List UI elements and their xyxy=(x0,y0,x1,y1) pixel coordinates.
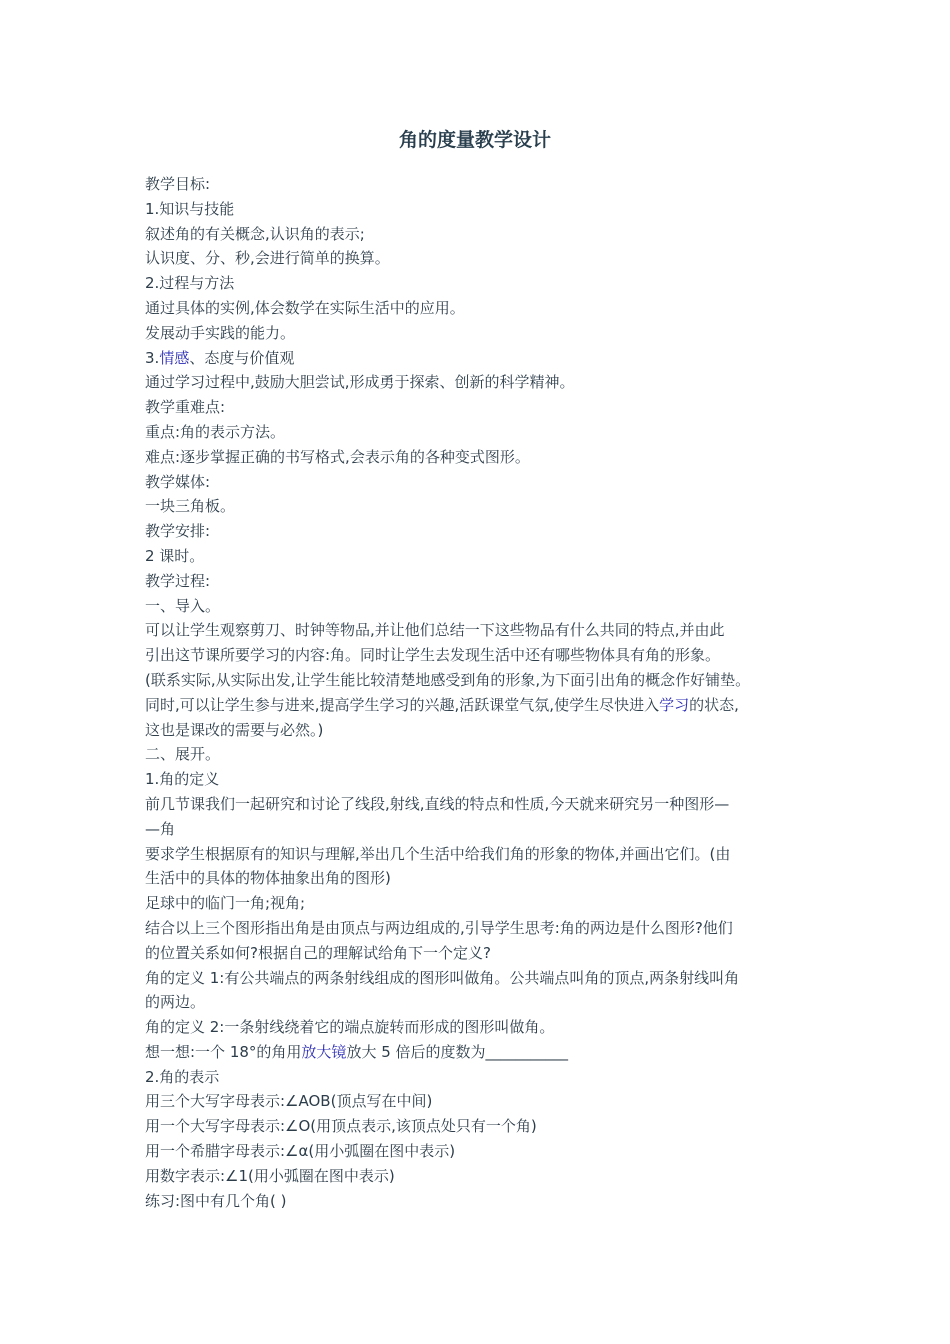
text-segment: 1.知识与技能 xyxy=(145,199,235,218)
text-line xyxy=(145,470,835,495)
text-line xyxy=(145,544,835,569)
text-segment: 二、展开。 xyxy=(145,745,221,764)
text-segment: 足球中的临门一角;视角; xyxy=(145,894,306,913)
text-segment: 要求学生根据原有的知识与理解,举出几个生活中给我们角的形象的物体,并画出它们。(由 xyxy=(145,844,731,863)
text-segment: 的两边。 xyxy=(145,993,206,1012)
text-segment: 教学重难点: xyxy=(145,398,226,417)
text-segment: 角的定义 2:一条射线绕着它的端点旋转而形成的图形叫做角。 xyxy=(145,1018,555,1037)
text-line xyxy=(145,519,835,544)
text-segment: 用一个希腊字母表示:∠α(用小弧圈在图中表示) xyxy=(145,1142,456,1161)
text-segment: —角 xyxy=(145,819,176,838)
text-segment: 2.角的表示 xyxy=(145,1067,220,1086)
text-segment: 叙述角的有关概念,认识角的表示; xyxy=(145,224,365,243)
text-segment: 前几节课我们一起研究和讨论了线段,射线,直线的特点和性质,今天就来研究另一种图形— xyxy=(145,794,730,813)
text-segment: 用三个大写字母表示:∠AOB(顶点写在中间) xyxy=(145,1092,433,1111)
text-segment: 重点:角的表示方法。 xyxy=(145,422,286,441)
text-line xyxy=(145,966,835,991)
text-line xyxy=(145,395,835,420)
text-segment: 的位置关系如何?根据自己的理解试给角下一个定义? xyxy=(145,943,491,962)
text-line xyxy=(145,643,835,668)
text-line xyxy=(145,767,835,792)
text-segment: 教学安排: xyxy=(145,522,211,541)
text-segment: 练习:图中有几个角( ) xyxy=(145,1191,287,1210)
text-line xyxy=(145,594,835,619)
text-line xyxy=(145,271,835,296)
text-segment: 可以让学生观察剪刀、时钟等物品,并让他们总结一下这些物品有什么共同的特点,并由此 xyxy=(145,621,725,640)
text-segment: 3. xyxy=(145,348,160,367)
text-line xyxy=(145,668,835,693)
text-segment: 一、导入。 xyxy=(145,596,221,615)
text-segment: 2 课时。 xyxy=(145,546,205,565)
text-segment: 放大 5 倍后的度数为___________ xyxy=(346,1042,569,1061)
text-segment: 引出这节课所要学习的内容:角。同时让学生去发现生活中还有哪些物体具有角的形象。 xyxy=(145,646,721,665)
text-line xyxy=(145,618,835,643)
text-line xyxy=(145,941,835,966)
text-segment: 一块三角板。 xyxy=(145,497,236,516)
document-body xyxy=(145,172,835,1213)
text-line xyxy=(145,866,835,891)
text-line xyxy=(145,321,835,346)
text-line xyxy=(145,1189,835,1214)
text-line xyxy=(145,742,835,767)
text-segment: 结合以上三个图形指出角是由顶点与两边组成的,引导学生思考:角的两边是什么图形?他们 xyxy=(145,918,733,937)
text-segment: 2.过程与方法 xyxy=(145,274,235,293)
text-line xyxy=(145,246,835,271)
text-line xyxy=(145,990,835,1015)
text-line xyxy=(145,1015,835,1040)
text-line xyxy=(145,370,835,395)
text-line xyxy=(145,296,835,321)
text-line xyxy=(145,222,835,247)
text-segment: 教学过程: xyxy=(145,571,211,590)
inline-link[interactable]: 情感 xyxy=(159,348,190,367)
text-segment: 这也是课改的需要与必然。) xyxy=(145,720,324,739)
text-segment: 用数字表示:∠1(用小弧圈在图中表示) xyxy=(145,1166,395,1185)
text-line xyxy=(145,172,835,197)
text-segment: 教学媒体: xyxy=(145,472,211,491)
text-segment: 、态度与价值观 xyxy=(189,348,295,367)
text-line xyxy=(145,817,835,842)
text-line xyxy=(145,842,835,867)
text-segment: 难点:逐步掌握正确的书写格式,会表示角的各种变式图形。 xyxy=(145,447,530,466)
text-line xyxy=(145,197,835,222)
text-segment: (联系实际,从实际出发,让学生能比较清楚地感受到角的形象,为下面引出角的概念作好铺垫。 xyxy=(145,670,751,689)
inline-link[interactable]: 放大镜 xyxy=(301,1042,347,1061)
text-line xyxy=(145,494,835,519)
text-line xyxy=(145,1065,835,1090)
text-line xyxy=(145,792,835,817)
text-line xyxy=(145,891,835,916)
text-segment: 1.角的定义 xyxy=(145,770,220,789)
text-line xyxy=(145,693,835,718)
text-segment: 想一想:一个 18°的角用 xyxy=(145,1042,302,1061)
text-segment: 生活中的具体的物体抽象出角的图形) xyxy=(145,869,391,888)
text-line xyxy=(145,1114,835,1139)
text-line xyxy=(145,569,835,594)
text-line xyxy=(145,1164,835,1189)
text-segment: 的状态, xyxy=(689,695,739,714)
text-line xyxy=(145,916,835,941)
text-segment: 认识度、分、秒,会进行简单的换算。 xyxy=(145,249,390,268)
text-segment: 通过具体的实例,体会数学在实际生活中的应用。 xyxy=(145,298,465,317)
text-line xyxy=(145,445,835,470)
text-line xyxy=(145,1089,835,1114)
inline-link[interactable]: 学习 xyxy=(659,695,690,714)
text-line xyxy=(145,1040,835,1065)
text-segment: 角的定义 1:有公共端点的两条射线组成的图形叫做角。公共端点叫角的顶点,两条射线叫角 xyxy=(145,968,740,987)
text-segment: 教学目标: xyxy=(145,175,211,193)
text-line xyxy=(145,420,835,445)
document-title: 角的度量教学设计 xyxy=(398,129,551,151)
text-segment: 同时,可以让学生参与进来,提高学生学习的兴趣,活跃课堂气氛,使学生尽快进入 xyxy=(145,695,660,714)
text-segment: 发展动手实践的能力。 xyxy=(145,323,296,342)
text-segment: 用一个大写字母表示:∠O(用顶点表示,该顶点处只有一个角) xyxy=(145,1117,537,1136)
text-line xyxy=(145,1139,835,1164)
text-line xyxy=(145,718,835,743)
text-line xyxy=(145,346,835,371)
text-segment: 通过学习过程中,鼓励大胆尝试,形成勇于探索、创新的科学精神。 xyxy=(145,373,575,392)
